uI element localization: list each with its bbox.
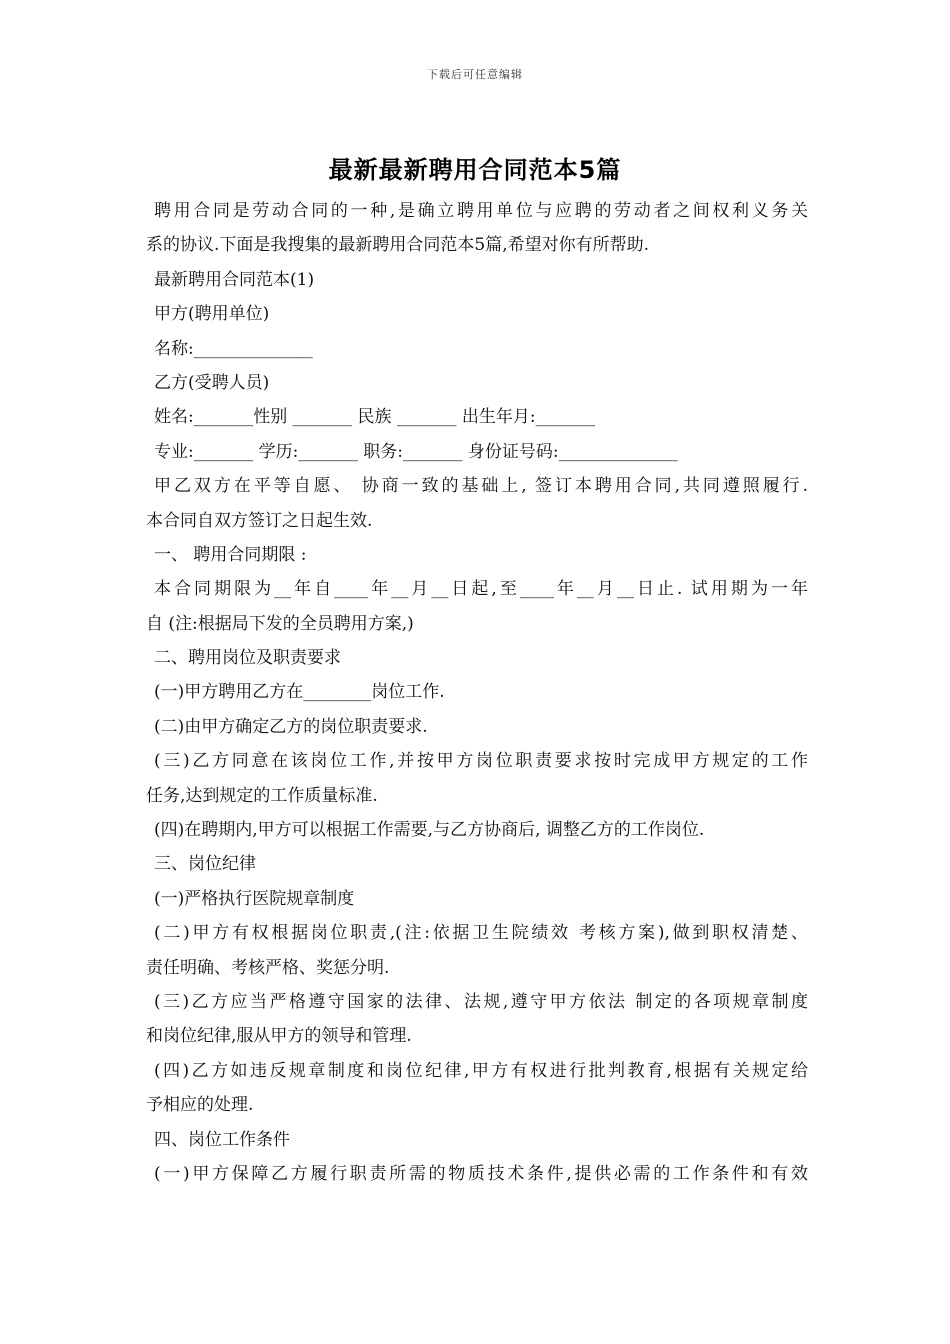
paragraph-line: 予相应的处理.: [146, 1095, 254, 1116]
paragraph-line: 自 (注:根据局下发的全员聘用方案,): [146, 613, 414, 634]
paragraph-line: 最新聘用合同范本(1): [154, 269, 315, 290]
paragraph-line: (四)在聘期内,甲方可以根据工作需要,与乙方协商后, 调整乙方的工作岗位.: [154, 820, 705, 841]
paragraph-line: (三)乙方应当严格遵守国家的法律、法规,遵守甲方依法 制定的各项规章制度: [154, 991, 808, 1012]
paragraph-line: 本合同期限为__年自____年__月__日起,至____年__月__日止. 试用期为一年: [154, 579, 808, 600]
section-heading: 三、岗位纪律: [154, 854, 256, 875]
paragraph-line: (三)乙方同意在该岗位工作,并按甲方岗位职责要求按时完成甲方规定的工作: [154, 751, 808, 772]
header-note: 下载后可任意编辑: [427, 68, 523, 81]
section-heading: 一、 聘用合同期限 :: [154, 544, 307, 565]
paragraph-line: 和岗位纪律,服从甲方的领导和管理.: [146, 1026, 412, 1047]
paragraph-line: (一)严格执行医院规章制度: [154, 888, 355, 909]
paragraph-line: 甲方(聘用单位): [154, 304, 270, 325]
paragraph-line: (四)乙方如违反规章制度和岗位纪律,甲方有权进行批判教育,根据有关规定给: [154, 1060, 808, 1081]
document-body: [146, 194, 808, 1191]
paragraph-line: 任务,达到规定的工作质量标准.: [146, 785, 378, 806]
paragraph-line: 责任明确、考核严格、奖惩分明.: [146, 957, 390, 978]
paragraph-line: 乙方(受聘人员): [154, 372, 270, 393]
paragraph-line: (二)由甲方确定乙方的岗位职责要求.: [154, 716, 428, 737]
paragraph-line: (一)甲方保障乙方履行职责所需的物质技术条件,提供必需的工作条件和有效: [154, 1163, 808, 1184]
section-heading: 四、岗位工作条件: [154, 1129, 290, 1150]
document-title: 最新最新聘用合同范本5篇: [328, 156, 622, 184]
paragraph-line: (一)甲方聘用乙方在________岗位工作.: [154, 682, 445, 703]
paragraph-line: 本合同自双方签订之日起生效.: [146, 510, 373, 531]
paragraph-line: 系的协议.下面是我搜集的最新聘用合同范本5篇,希望对你有所帮助.: [146, 235, 650, 256]
section-heading: 二、聘用岗位及职责要求: [154, 648, 341, 669]
paragraph-line: 名称:______________: [154, 338, 313, 359]
paragraph-line: 姓名:_______性别 _______ 民族 _______ 出生年月:_______: [154, 407, 596, 428]
paragraph-line: (二)甲方有权根据岗位职责,(注:依据卫生院绩效 考核方案),做到职权清楚、: [154, 923, 808, 944]
paragraph-line: 专业:_______ 学历:_______ 职务:_______ 身份证号码:______________: [154, 441, 678, 462]
paragraph-line: 甲乙双方在平等自愿、 协商一致的基础上, 签订本聘用合同,共同遵照履行.: [154, 476, 808, 497]
paragraph-line: 聘用合同是劳动合同的一种,是确立聘用单位与应聘的劳动者之间权利义务关: [154, 201, 808, 221]
